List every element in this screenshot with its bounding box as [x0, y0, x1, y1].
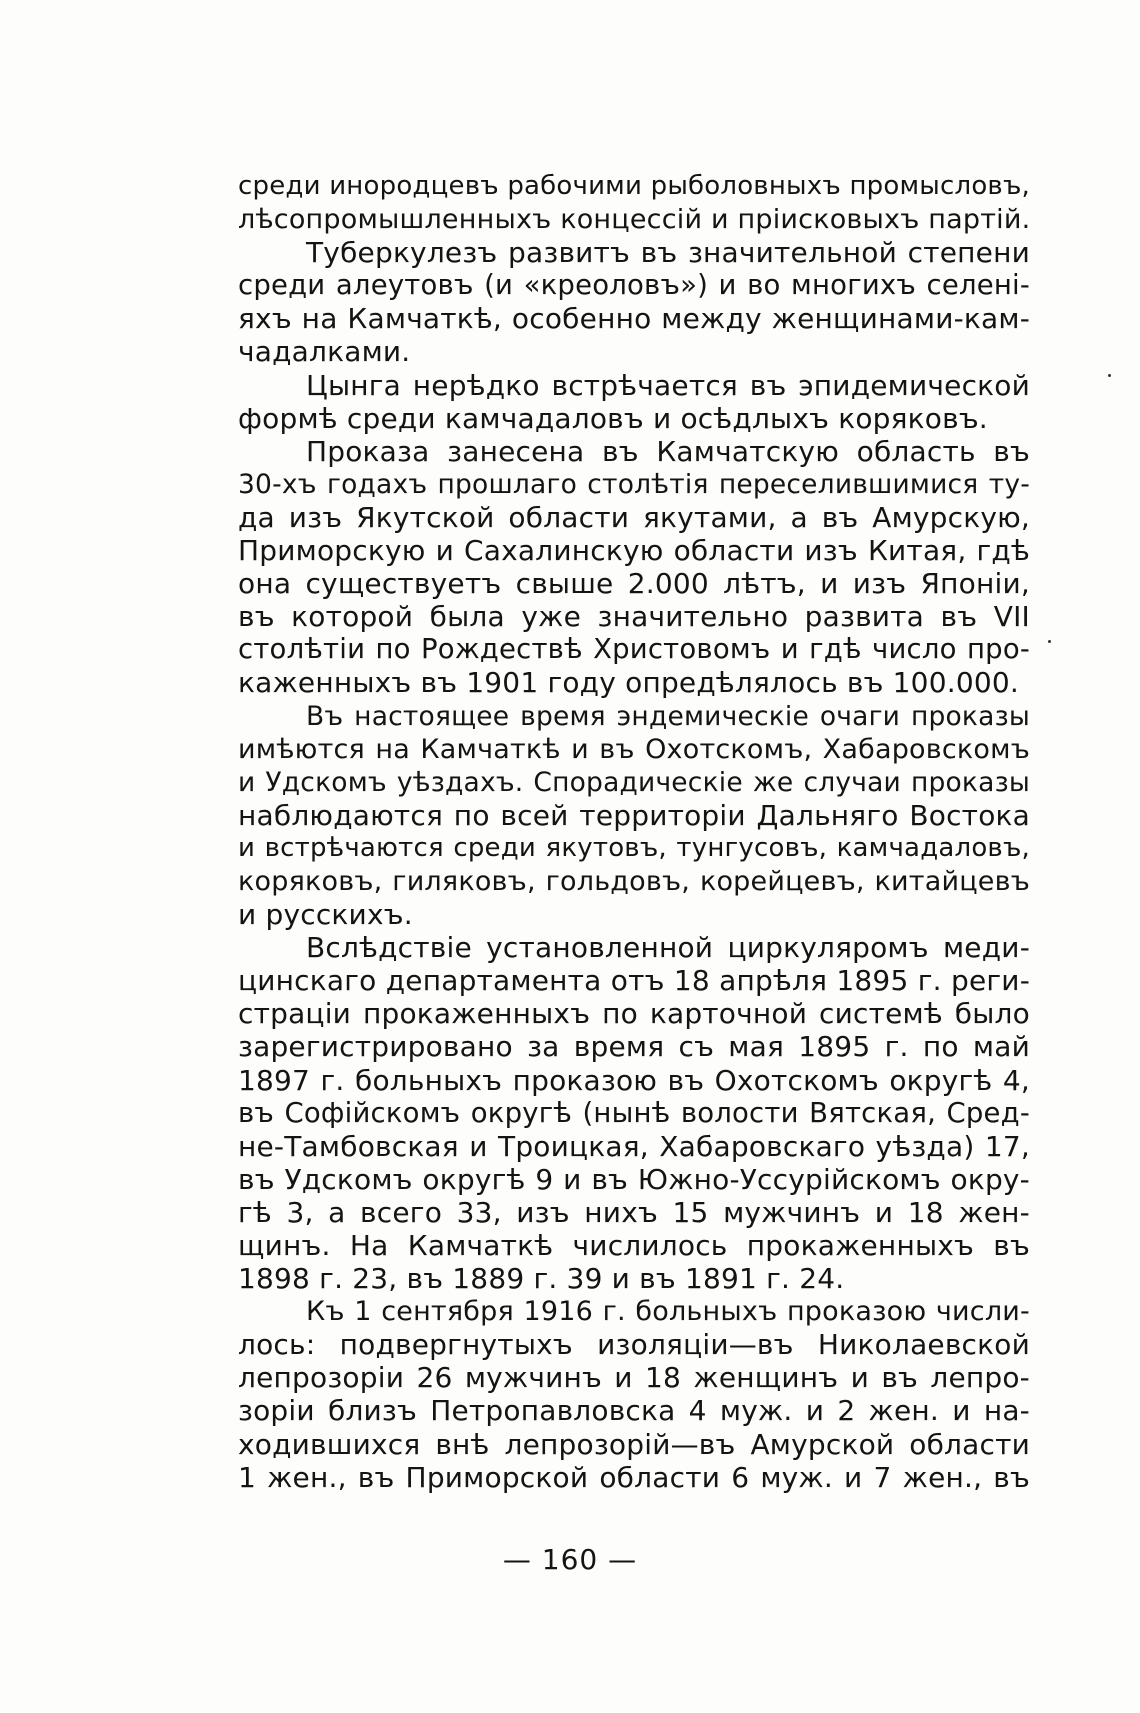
text-line: коряковъ, гиляковъ, гольдовъ, корейцевъ, китайцевъ [238, 865, 1030, 897]
print-speck [1108, 374, 1111, 377]
text-line: лѣсопромышленныхъ концессій и пріисковыхъ партій. [238, 204, 1031, 236]
text-line: Приморскую и Сахалинскую области изъ Китая, гдѣ [238, 534, 1030, 568]
text-line: и встрѣчаются среди якутовъ, тунгусовъ, камчадаловъ, [238, 832, 1030, 863]
text-line: среди алеутовъ (и «креоловъ») и во многихъ селені- [238, 269, 1030, 302]
text-line: 30-хъ годахъ прошлаго столѣтія переселившимися ту- [238, 468, 1030, 500]
text-line: яхъ на Камчаткѣ, особенно между женщинами-кам- [238, 302, 1030, 336]
text-line: формѣ среди камчадаловъ и осѣдлыхъ коряковъ. [238, 401, 988, 435]
text-line: зарегистрировано за время съ мая 1895 г. по май [238, 1030, 1030, 1064]
text-line: цинскаго департамента отъ 18 апрѣля 1895 г. реги- [238, 964, 1030, 998]
text-line: каженныхъ въ 1901 году опредѣлялось въ 100.000. [238, 666, 1019, 700]
text-line: среди инородцевъ рабочими рыболовныхъ промысловъ, [238, 171, 1030, 201]
text-line: столѣтіи по Рождествѣ Христовомъ и гдѣ число про- [238, 633, 1030, 666]
text-line: да изъ Якутской области якутами, а въ Амурскую, [238, 500, 1030, 534]
text-line: 1898 г. 23, въ 1889 г. 39 и въ 1891 г. 24. [238, 1262, 845, 1296]
text-line: имѣются на Камчаткѣ и въ Охотскомъ, Хабаровскомъ [238, 733, 1030, 765]
text-line: лось: подвергнутыхъ изоляціи—въ Николаевской [238, 1328, 1030, 1362]
text-line: Цынга нерѣдко встрѣчается въ эпидемической [306, 368, 1030, 402]
text-line: она существуетъ свыше 2.000 лѣтъ, и изъ Японіи, [238, 567, 1030, 601]
text-line: лепрозоріи 26 мужчинъ и 18 женщинъ и въ лепро- [238, 1361, 1030, 1395]
page-number: — 160 — [502, 1543, 638, 1576]
text-line: и русскихъ. [238, 898, 413, 932]
text-line: Въ настоящее время эндемическіе очаги проказы [306, 700, 1030, 732]
text-line: Къ 1 сентября 1916 г. больныхъ проказою числи- [306, 1296, 1030, 1328]
print-speck [1048, 640, 1051, 643]
text-line: не-Тамбовская и Троицкая, Хабаровскаго уѣзда) 17, [238, 1129, 1030, 1163]
text-line: зоріи близъ Петропавловска 4 муж. и 2 жен. и на- [238, 1394, 1030, 1428]
text-line: гѣ 3, а всего 33, изъ нихъ 15 мужчинъ и 18 жен- [238, 1195, 1030, 1229]
text-line: и Удскомъ уѣздахъ. Спорадическіе же случаи проказы [238, 766, 1030, 798]
text-line: чадалками. [238, 335, 411, 369]
text-line: въ Удскомъ округѣ 9 и въ Южно-Уссурійскомъ окру- [238, 1162, 1030, 1196]
body-text [238, 170, 1030, 1494]
text-line: страціи прокаженныхъ по карточной системѣ было [238, 997, 1030, 1031]
text-line: Проказа занесена въ Камчатскую область въ [306, 434, 1030, 468]
text-line: 1 жен., въ Приморской области 6 муж. и 7 жен., въ [238, 1460, 1030, 1494]
text-line: ходившихся внѣ лепрозорій—въ Амурской области [238, 1427, 1030, 1461]
text-line: щинъ. На Камчаткѣ числилось прокаженныхъ въ [238, 1229, 1030, 1262]
text-line: наблюдаются по всей территоріи Дальняго Востока [238, 798, 1030, 832]
text-line: Туберкулезъ развитъ въ значительной степени [306, 236, 1030, 270]
text-line: 1897 г. больныхъ проказою въ Охотскомъ округѣ 4, [238, 1063, 1030, 1097]
text-line: въ которой была уже значительно развита въ VII [238, 600, 1030, 634]
text-line: Вслѣдствіе установленной циркуляромъ меди- [306, 931, 1030, 965]
text-line: въ Софійскомъ округѣ (нынѣ волости Вятская, Сред- [238, 1096, 1030, 1129]
